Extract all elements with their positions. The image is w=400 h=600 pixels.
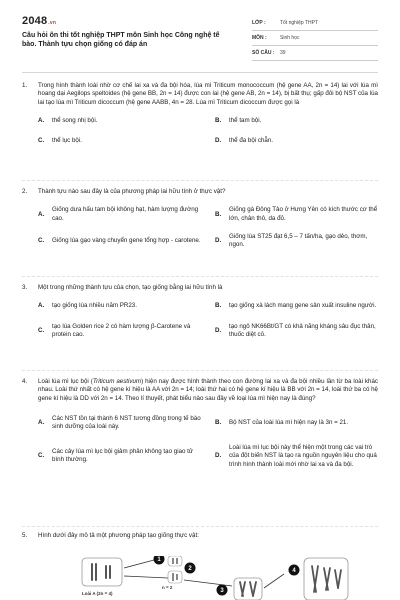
arrow-3 <box>184 580 232 586</box>
question-text: Thành tựu nào sau đây là của phương pháp lai hữu tính ở thực vật? <box>38 188 226 195</box>
option-a[interactable]: A. tạo giống lúa nhiều năm PR23. <box>38 302 137 310</box>
option-d[interactable]: D. Giống lúa ST25 đạt 6,5 – 7 tấn/ha, gạo dẻo, thơm, ngon. <box>215 233 368 249</box>
meta-row-subject: MÔN : Sinh học <box>252 31 378 46</box>
option-a[interactable]: A. Giống dưa hấu tam bội không hạt, hàm lượng đường cao. <box>38 206 199 222</box>
option-c[interactable]: C. tạo lúa Golden rice 2 có hàm lượng β-Carotene và protein cao. <box>38 322 191 339</box>
document-header <box>22 14 378 60</box>
svg-text:2: 2 <box>188 566 192 572</box>
site-logo[interactable]: 2048.vn <box>22 15 57 27</box>
question-3 <box>22 284 378 339</box>
arrow-4 <box>264 574 284 588</box>
option-a[interactable]: A. thể song nhị bội. <box>38 117 98 125</box>
option-a[interactable]: A. Các NST tồn tại thành 6 NST tương đồng trong tế bào sinh dưỡng của loài này. <box>38 415 201 431</box>
step-badge-1 <box>154 556 165 565</box>
option-b[interactable]: B. thể tam bội. <box>215 117 262 125</box>
svg-text:3: 3 <box>220 588 224 594</box>
svg-text:1: 1 <box>157 557 161 563</box>
breeding-method-figure <box>72 556 372 600</box>
question-number: 5. <box>22 532 28 539</box>
document-title: Câu hỏi ôn thi tốt nghiệp THPT môn Sinh học Công nghệ tế bào. Thành tựu chọn giống có đáp án <box>22 32 220 49</box>
question-text: Hình dưới đây mô tả một phương pháp tạo giống thực vật: <box>38 532 199 539</box>
question-text: Trong hình thành loài nhờ cơ chế lai xa và đa bội hóa, lúa mì Triticum monococcum (hệ gene AA, 2n = 14) lai với lúa mì hoang dại Aegilops speltoides (hệ gene BB, 2n = 14) được con lai (hệ gene AB, 2n = 14), bị bất thụ; gấp đôi bộ NST của lúa lai tạo lúa mì Triticum dicoccum (hệ gene AABB, 4n = 28. Lúa mì Triticum dicoccum được gọi là <box>38 82 378 106</box>
option-c[interactable]: C. thể lục bội. <box>38 137 82 145</box>
question-number: 2. <box>22 188 28 195</box>
question-2 <box>22 188 378 250</box>
meta-row-count: SỐ CÂU : 39 <box>252 46 378 61</box>
question-1 <box>22 82 378 146</box>
question-text: Loài lúa mì lục bội (Triticum aestivum) hiện nay được hình thành theo con đường lai xa và đa bội nhiều lần từ ba loài khác nhau. Loài thứ nhất có hệ gene kí hiệu là AA với 2n = 14; loài thứ hai có hệ gene kí hiệu là BB với 2n = 14, loài thứ ba có hệ gene kí hiệu là DD với 2n = 14. Theo lí thuyết, phát biểu nào sau đây về loại lúa mì hiện nay là đúng? <box>38 378 378 402</box>
question-separator <box>22 276 378 277</box>
step-badge-4 <box>289 565 300 576</box>
arrow-2 <box>124 576 168 578</box>
option-c[interactable]: C. Các cây lúa mì lục bội giảm phân không tạo giao tử bình thường. <box>38 447 194 464</box>
option-d[interactable]: D. thể đa bội chẵn. <box>215 137 274 145</box>
species-a-caption: Loài A (2n = 4) <box>82 591 113 596</box>
question-5 <box>22 532 378 540</box>
question-number: 4. <box>22 378 28 385</box>
doubled-cell <box>234 578 262 600</box>
option-c[interactable]: C. Giống lúa gạo vàng chuyển gene tổng hợp - carotene. <box>38 237 201 245</box>
option-d[interactable]: D. Loài lúa mì lục bội này thể hiện một trong các vai trò của đột biến NST là tạo ra nguồn nguyên liệu cho quá trình hình thành loài mới nhờ lai xa và đa bội. <box>215 443 377 468</box>
question-number: 1. <box>22 82 28 89</box>
option-d[interactable]: D. tạo ngô NK66Bt/GT có khả năng kháng sâu đục thân, thuốc diệt cỏ. <box>215 322 376 339</box>
option-b[interactable]: B. Bộ NST của loài lúa mì hiện nay là 3n = 21. <box>215 419 349 427</box>
option-b[interactable]: B. tạo giống xà lách mang gene sản xuất insuline người. <box>215 302 377 310</box>
question-4 <box>22 378 378 469</box>
step-badge-3 <box>217 585 228 596</box>
answer-options <box>38 302 378 339</box>
question-separator <box>22 370 378 371</box>
answer-options <box>38 117 378 146</box>
question-separator <box>22 526 378 527</box>
haploid-cell <box>168 571 182 583</box>
step-badge-2 <box>185 563 196 574</box>
question-text: Một trong những thành tựu của chọn, tạo giống bằng lai hữu tính là <box>38 284 223 291</box>
question-separator <box>22 180 378 181</box>
svg-text:4: 4 <box>292 568 296 574</box>
gamete-cell-top <box>168 556 182 566</box>
species-a-cell <box>82 558 122 586</box>
question-number: 3. <box>22 284 28 291</box>
answer-options <box>38 206 378 249</box>
option-b[interactable]: B. Giống gà Đông Tảo ở Hưng Yên có kích thước cơ thể lớn, chân thô, da đỏ. <box>215 206 378 222</box>
meta-table <box>252 16 378 61</box>
answer-options <box>38 415 378 469</box>
header-divider <box>22 72 378 73</box>
arrow-1 <box>124 560 154 568</box>
meta-row-class: LỚP : Tốt nghiệp THPT <box>252 16 378 31</box>
haploid-caption: n = 2 <box>162 585 173 590</box>
